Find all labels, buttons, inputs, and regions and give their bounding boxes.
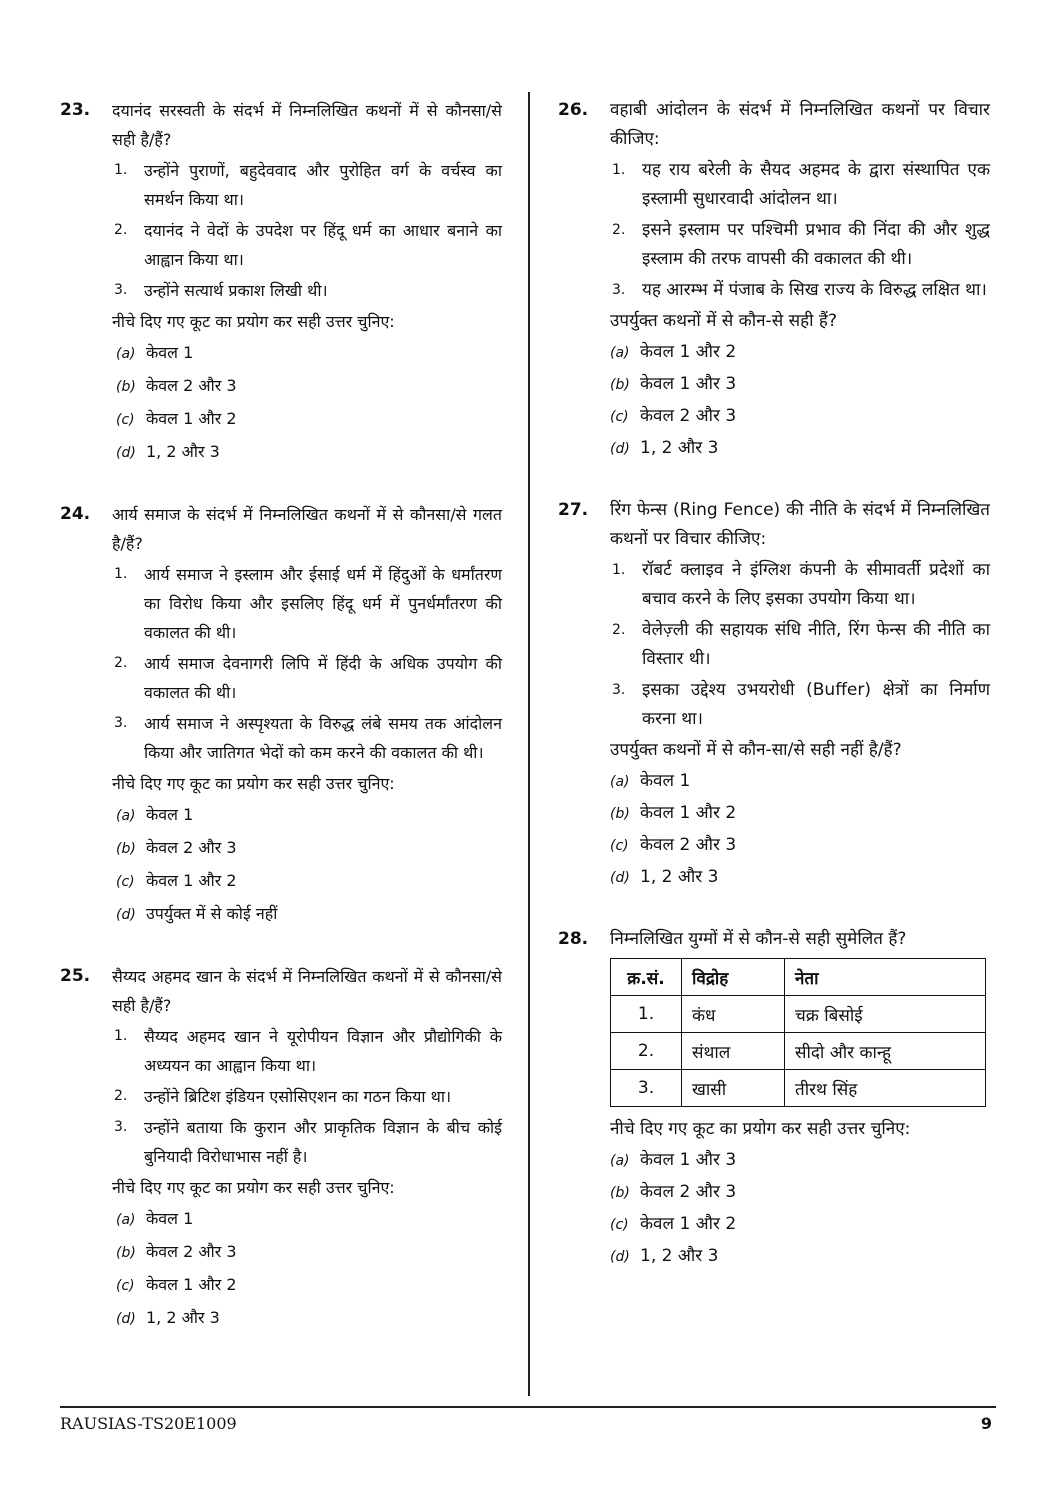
option-c[interactable] xyxy=(112,866,502,897)
option-letter: (c) xyxy=(116,874,135,890)
question-number: 25. xyxy=(60,966,91,986)
question-number: 23. xyxy=(60,100,91,120)
option-letter: (b) xyxy=(610,806,630,822)
option-text: केवल 1 और 3 xyxy=(640,1150,737,1170)
statement-text: आर्य समाज ने इस्लाम और ईसाई धर्म में हिंदुओं के धर्मांतरण का विरोध किया और इसलिए हिंदू धर्म में पुनर्धर्मांतरण की वकालत की थी। xyxy=(144,565,502,642)
option-letter: (b) xyxy=(116,379,136,395)
statement-number: 2. xyxy=(612,622,626,638)
statement xyxy=(112,560,502,647)
table-header: क्र.सं. xyxy=(611,959,682,996)
option-letter: (a) xyxy=(610,1153,630,1169)
option-text: केवल 2 और 3 xyxy=(640,835,737,855)
instruction: नीचे दिए गए कूट का प्रयोग कर सही उत्तर चुनिए: xyxy=(112,1178,395,1197)
question-28 xyxy=(558,925,990,1272)
option-letter: (b) xyxy=(116,841,136,857)
option-a[interactable] xyxy=(610,338,990,368)
instruction: नीचे दिए गए कूट का प्रयोग कर सही उत्तर चुनिए: xyxy=(112,312,395,331)
question-24 xyxy=(60,500,502,930)
option-letter: (d) xyxy=(610,1249,630,1265)
option-text: केवल 1 और 2 xyxy=(640,1214,737,1234)
table-header: विद्रोह xyxy=(682,959,785,996)
statement-number: 2. xyxy=(114,1088,128,1104)
option-letter: (b) xyxy=(610,377,630,393)
option-text: 1, 2 और 3 xyxy=(146,1308,220,1327)
table-cell: संथाल xyxy=(682,1033,785,1070)
option-text: केवल 1 और 3 xyxy=(640,374,737,394)
option-text: केवल 2 और 3 xyxy=(640,1182,737,1202)
statement-text: इसने इस्लाम पर पश्चिमी प्रभाव की निंदा की और शुद्ध इस्लाम की तरफ वापसी की वकालत की थी। xyxy=(642,220,990,269)
option-text: केवल 2 और 3 xyxy=(146,1242,237,1261)
statement-text: यह आरम्भ में पंजाब के सिख राज्य के विरुद्ध लक्षित था। xyxy=(642,280,987,300)
statement-text: आर्य समाज ने अस्पृश्यता के विरुद्ध लंबे समय तक आंदोलन किया और जातिगत भेदों को कम करने की वकालत की थी। xyxy=(144,714,502,762)
statement-number: 1. xyxy=(114,1028,128,1044)
option-text: 1, 2 और 3 xyxy=(640,867,719,887)
statement xyxy=(112,1082,502,1111)
option-text: केवल 1 और 2 xyxy=(146,409,237,428)
option-b[interactable] xyxy=(610,799,990,829)
option-c[interactable] xyxy=(610,1210,990,1240)
option-letter: (d) xyxy=(116,1311,136,1327)
statement xyxy=(112,276,502,305)
option-letter: (c) xyxy=(610,838,629,854)
table-cell: कंध xyxy=(682,996,785,1033)
table-cell: तीरथ सिंह xyxy=(785,1070,986,1107)
footer-rule xyxy=(60,1406,996,1408)
column-divider xyxy=(528,92,530,1396)
statement-number: 3. xyxy=(612,282,626,298)
statement xyxy=(112,216,502,274)
option-d[interactable] xyxy=(610,1242,990,1272)
option-d[interactable] xyxy=(610,434,990,464)
option-a[interactable] xyxy=(610,1146,990,1176)
option-letter: (a) xyxy=(116,1212,136,1228)
option-b[interactable] xyxy=(112,371,502,402)
option-letter: (c) xyxy=(610,1217,629,1233)
option-text: केवल 1 और 2 xyxy=(146,1275,237,1294)
left-column xyxy=(60,96,502,1366)
statement xyxy=(610,216,990,274)
option-c[interactable] xyxy=(610,402,990,432)
option-b[interactable] xyxy=(610,370,990,400)
option-text: केवल 1 xyxy=(640,771,691,791)
table-cell: 3. xyxy=(611,1070,682,1107)
option-letter: (b) xyxy=(610,1185,630,1201)
option-c[interactable] xyxy=(610,831,990,861)
question-23 xyxy=(60,96,502,468)
table-header: नेता xyxy=(785,959,986,996)
question-27 xyxy=(558,496,990,893)
statement xyxy=(112,709,502,767)
option-d[interactable] xyxy=(112,1303,502,1334)
table-cell: सीदो और कान्हू xyxy=(785,1033,986,1070)
table-row xyxy=(611,1033,986,1070)
question-text: रिंग फेन्स (Ring Fence) की नीति के संदर्भ में निम्नलिखित कथनों पर विचार कीजिए: xyxy=(610,500,990,549)
question-text: वहाबी आंदोलन के संदर्भ में निम्नलिखित कथनों पर विचार कीजिए: xyxy=(610,100,990,149)
statement xyxy=(112,156,502,214)
statement-text: इसका उद्देश्य उभयरोधी (Buffer) क्षेत्रों का निर्माण करना था। xyxy=(642,680,990,729)
statement xyxy=(112,1113,502,1171)
option-a[interactable] xyxy=(610,767,990,797)
statement-text: उन्होंने ब्रिटिश इंडियन एसोसिएशन का गठन किया था। xyxy=(144,1087,452,1106)
option-letter: (d) xyxy=(610,870,630,886)
right-column xyxy=(558,96,990,1304)
match-table xyxy=(610,958,986,1107)
option-text: केवल 2 और 3 xyxy=(640,406,737,426)
option-letter: (a) xyxy=(610,774,630,790)
option-text: केवल 1 और 2 xyxy=(640,803,737,823)
statement xyxy=(610,616,990,674)
statement xyxy=(610,556,990,614)
option-letter: (a) xyxy=(610,345,630,361)
statement-text: वेलेज़्ली की सहायक संधि नीति, रिंग फेन्स की नीति का विस्तार थी। xyxy=(642,620,990,669)
option-text: केवल 1 xyxy=(146,343,194,362)
table-cell: 2. xyxy=(611,1033,682,1070)
option-text: केवल 1 xyxy=(146,805,194,824)
option-letter: (c) xyxy=(116,1278,135,1294)
footer-test-code: RAUSIAS-TS20E1009 xyxy=(60,1414,237,1433)
question-number: 24. xyxy=(60,504,91,524)
instruction: उपर्युक्त कथनों में से कौन-सा/से सही नहीं है/हैं? xyxy=(610,740,902,760)
option-a[interactable] xyxy=(112,1204,502,1235)
instruction: नीचे दिए गए कूट का प्रयोग कर सही उत्तर चुनिए: xyxy=(610,1119,911,1139)
option-d[interactable] xyxy=(112,437,502,468)
option-d[interactable] xyxy=(112,899,502,930)
statement-text: उन्होंने सत्यार्थ प्रकाश लिखी थी। xyxy=(144,281,328,300)
statement-number: 3. xyxy=(114,1119,128,1135)
option-text: 1, 2 और 3 xyxy=(640,1246,719,1266)
table-row xyxy=(611,996,986,1033)
question-26 xyxy=(558,96,990,464)
option-text: 1, 2 और 3 xyxy=(640,438,719,458)
page-number: 9 xyxy=(980,1414,992,1433)
option-text: केवल 2 और 3 xyxy=(146,838,237,857)
option-letter: (a) xyxy=(116,808,136,824)
option-a[interactable] xyxy=(112,338,502,369)
statement-number: 1. xyxy=(114,162,128,178)
statement-number: 1. xyxy=(114,566,128,582)
question-number: 27. xyxy=(558,500,589,520)
statement-number: 3. xyxy=(114,715,128,731)
question-25 xyxy=(60,962,502,1334)
statement-number: 3. xyxy=(612,682,626,698)
statement xyxy=(610,276,990,305)
question-number: 28. xyxy=(558,929,589,949)
option-c[interactable] xyxy=(112,1270,502,1301)
statement-number: 1. xyxy=(612,162,626,178)
option-letter: (c) xyxy=(610,409,629,425)
option-letter: (d) xyxy=(116,907,136,923)
statement xyxy=(610,156,990,214)
option-d[interactable] xyxy=(610,863,990,893)
option-b[interactable] xyxy=(112,833,502,864)
option-letter: (c) xyxy=(116,412,135,428)
question-text: दयानंद सरस्वती के संदर्भ में निम्नलिखित कथनों में से कौनसा/से सही है/हैं? xyxy=(112,101,502,149)
statement-text: सैय्यद अहमद खान ने यूरोपीयन विज्ञान और प्रौद्योगिकी के अध्ययन का आह्वान किया था। xyxy=(144,1027,502,1075)
statement-number: 2. xyxy=(612,222,626,238)
option-text: केवल 1 और 2 xyxy=(146,871,237,890)
option-text: केवल 1 xyxy=(146,1209,194,1228)
option-b[interactable] xyxy=(610,1178,990,1208)
statement xyxy=(112,1022,502,1080)
instruction: उपर्युक्त कथनों में से कौन-से सही हैं? xyxy=(610,311,837,331)
option-a[interactable] xyxy=(112,800,502,831)
option-letter: (d) xyxy=(116,445,136,461)
statement-text: यह राय बरेली के सैयद अहमद के द्वारा संस्थापित एक इस्लामी सुधारवादी आंदोलन था। xyxy=(642,160,990,209)
option-c[interactable] xyxy=(112,404,502,435)
statement-number: 2. xyxy=(114,222,128,238)
statement-text: रॉबर्ट क्लाइव ने इंग्लिश कंपनी के सीमावर्ती प्रदेशों का बचाव करने के लिए इसका उपयोग किया था। xyxy=(642,560,990,609)
statement-number: 1. xyxy=(612,562,626,578)
statement-text: उन्होंने पुराणों, बहुदेववाद और पुरोहित वर्ग के वर्चस्व का समर्थन किया था। xyxy=(144,161,502,209)
statement-text: उन्होंने बताया कि कुरान और प्राकृतिक विज्ञान के बीच कोई बुनियादी विरोधाभास नहीं है। xyxy=(144,1118,502,1166)
instruction: नीचे दिए गए कूट का प्रयोग कर सही उत्तर चुनिए: xyxy=(112,774,395,793)
table-cell: चक्र बिसोई xyxy=(785,996,986,1033)
statement-text: आर्य समाज देवनागरी लिपि में हिंदी के अधिक उपयोग की वकालत की थी। xyxy=(144,654,502,702)
question-text: सैय्यद अहमद खान के संदर्भ में निम्नलिखित कथनों में से कौनसा/से सही है/हैं? xyxy=(112,967,502,1015)
table-cell: 1. xyxy=(611,996,682,1033)
statement-number: 2. xyxy=(114,655,128,671)
option-text: केवल 1 और 2 xyxy=(640,342,737,362)
statement-number: 3. xyxy=(114,282,128,298)
option-text: केवल 2 और 3 xyxy=(146,376,237,395)
option-letter: (a) xyxy=(116,346,136,362)
option-text: उपर्युक्त में से कोई नहीं xyxy=(146,904,278,923)
table-cell: खासी xyxy=(682,1070,785,1107)
table-header-row xyxy=(611,959,986,996)
question-text: आर्य समाज के संदर्भ में निम्नलिखित कथनों में से कौनसा/से गलत है/हैं? xyxy=(112,505,502,553)
statement-text: दयानंद ने वेदों के उपदेश पर हिंदू धर्म का आधार बनाने का आह्वान किया था। xyxy=(144,221,502,269)
table-row xyxy=(611,1070,986,1107)
option-text: 1, 2 और 3 xyxy=(146,442,220,461)
statement xyxy=(112,649,502,707)
statement xyxy=(610,676,990,734)
option-b[interactable] xyxy=(112,1237,502,1268)
question-number: 26. xyxy=(558,100,589,120)
option-letter: (b) xyxy=(116,1245,136,1261)
question-text: निम्नलिखित युग्मों में से कौन-से सही सुमेलित हैं? xyxy=(610,929,907,949)
option-letter: (d) xyxy=(610,441,630,457)
